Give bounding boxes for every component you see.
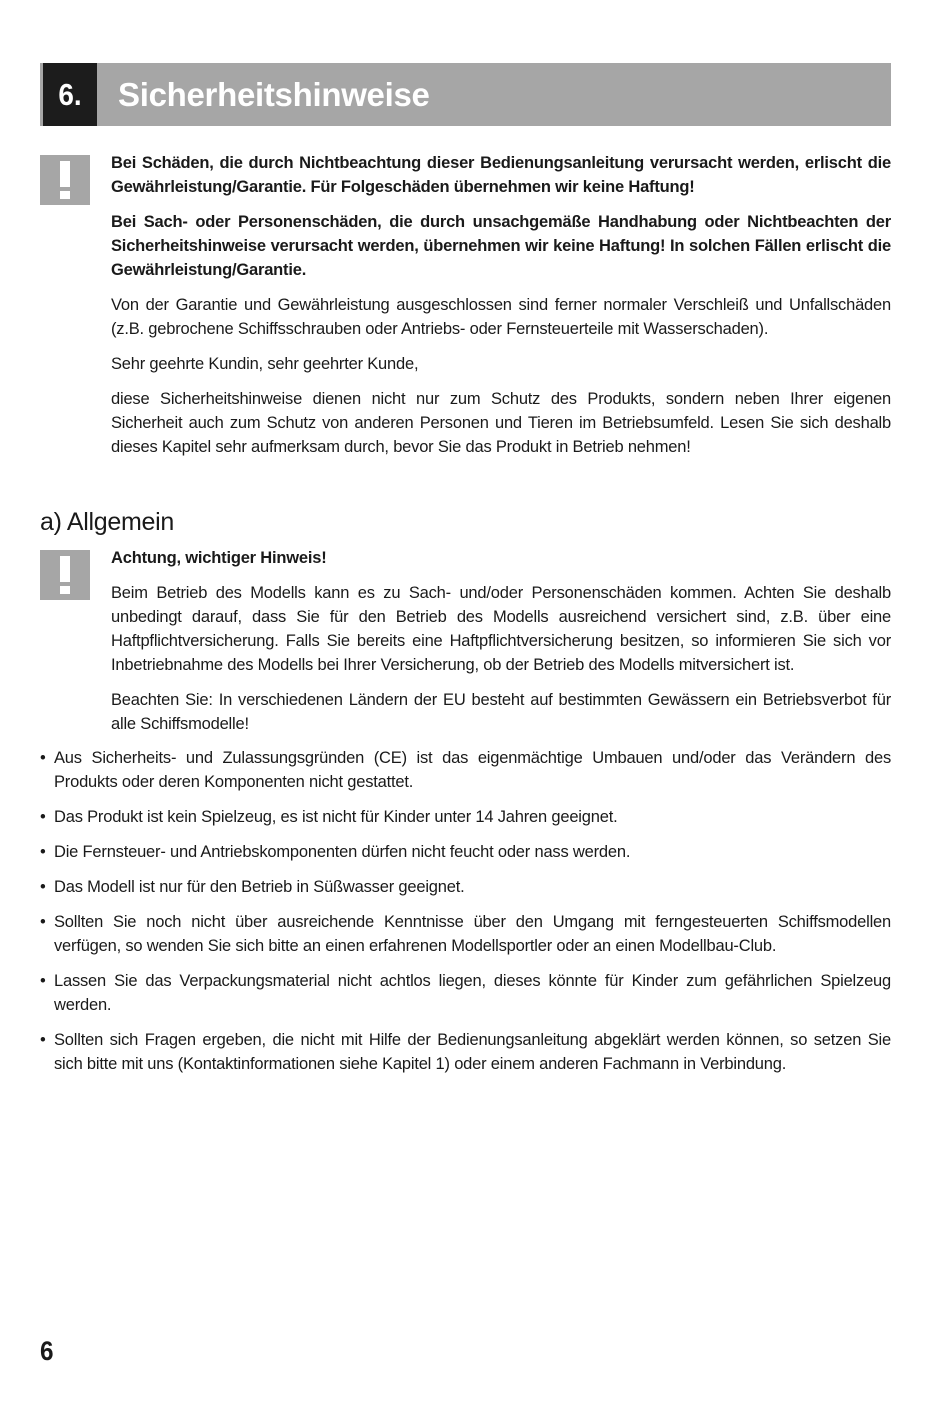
safety-bullet-list bbox=[40, 746, 891, 1087]
notice-section bbox=[111, 546, 891, 747]
exclamation-warning-icon bbox=[40, 155, 90, 205]
intro-section bbox=[111, 151, 891, 470]
chapter-title: Sicherheitshinweise bbox=[118, 76, 430, 113]
section-heading: a) Allgemein bbox=[40, 508, 174, 536]
list-item: • Aus Sicherheits- und Zulassungsgründen (CE) ist das eigenmächtige Umbauen und/oder das Verändern des Produkts oder deren Komponenten nicht gestattet. bbox=[40, 746, 891, 794]
chapter-header bbox=[40, 63, 891, 126]
notice-paragraph: Beachten Sie: In verschiedenen Ländern der EU besteht auf bestimmten Gewässern ein Betriebsverbot für alle Schiffsmodelle! bbox=[111, 691, 891, 733]
list-item: • Das Modell ist nur für den Betrieb in Süßwasser geeignet. bbox=[40, 875, 891, 899]
chapter-number: 6. bbox=[43, 63, 97, 126]
exclamation-warning-icon bbox=[40, 550, 90, 600]
greeting: Sehr geehrte Kundin, sehr geehrter Kunde, bbox=[111, 355, 419, 373]
page-number: 6 bbox=[40, 1336, 54, 1366]
list-item: • Das Produkt ist kein Spielzeug, es ist nicht für Kinder unter 14 Jahren geeignet. bbox=[40, 805, 891, 829]
notice-paragraph: Beim Betrieb des Modells kann es zu Sach- und/oder Personenschäden kommen. Achten Sie deshalb unbedingt darauf, dass Sie für den Betrieb des Modells ausreichend versichert sind, z.B. über eine Haftpflichtversicherung. Falls Sie bereits eine Haftpflichtversicherung besitzen, so informieren Sie sich vor Inbetriebnahme des Modells bei Ihrer Versicherung, ob der Betrieb des Modells mitversichert ist. bbox=[111, 584, 891, 674]
intro-paragraph: Bei Sach- oder Personenschäden, die durch unsachgemäße Handhabung oder Nichtbeachten der Sicherheitshinweise verursacht werden, übernehmen wir keine Haftung! In solchen Fällen erlischt die Gewährleistung/Garantie. bbox=[111, 213, 891, 279]
notice-title: Achtung, wichtiger Hinweis! bbox=[111, 549, 327, 567]
list-item: • Sollten sich Fragen ergeben, die nicht mit Hilfe der Bedienungsanleitung abgeklärt werden können, so setzen Sie sich bitte mit uns (Kontaktinformationen siehe Kapitel 1) oder einem anderen Fachmann in Verbindung. bbox=[40, 1028, 891, 1076]
intro-paragraph: diese Sicherheitshinweise dienen nicht nur zum Schutz des Produkts, sondern neben Ihrer eigenen Sicherheit auch zum Schutz von anderen Personen und Tieren im Betriebsumfeld. Lesen Sie sich deshalb dieses Kapitel sehr aufmerksam durch, bevor Sie das Produkt in Betrieb nehmen! bbox=[111, 390, 891, 456]
list-item: • Lassen Sie das Verpackungsmaterial nicht achtlos liegen, dieses könnte für Kinder zum gefährlichen Spielzeug werden. bbox=[40, 969, 891, 1017]
list-item: • Sollten Sie noch nicht über ausreichende Kenntnisse über den Umgang mit ferngesteuerten Schiffsmodellen verfügen, so wenden Sie sich bitte an einen erfahrenen Modellsportler oder an einen Modellbau-Club. bbox=[40, 910, 891, 958]
intro-paragraph: Bei Schäden, die durch Nichtbeachtung dieser Bedienungsanleitung verursacht werden, erlischt die Gewährleistung/Garantie. Für Folgeschäden übernehmen wir keine Haftung! bbox=[111, 154, 891, 196]
intro-paragraph: Von der Garantie und Gewährleistung ausgeschlossen sind ferner normaler Verschleiß und Unfallschäden (z.B. gebrochene Schiffsschrauben oder Antriebs- oder Fernsteuerteile mit Wasserschaden). bbox=[111, 296, 891, 338]
list-item: • Die Fernsteuer- und Antriebskomponenten dürfen nicht feucht oder nass werden. bbox=[40, 840, 891, 864]
